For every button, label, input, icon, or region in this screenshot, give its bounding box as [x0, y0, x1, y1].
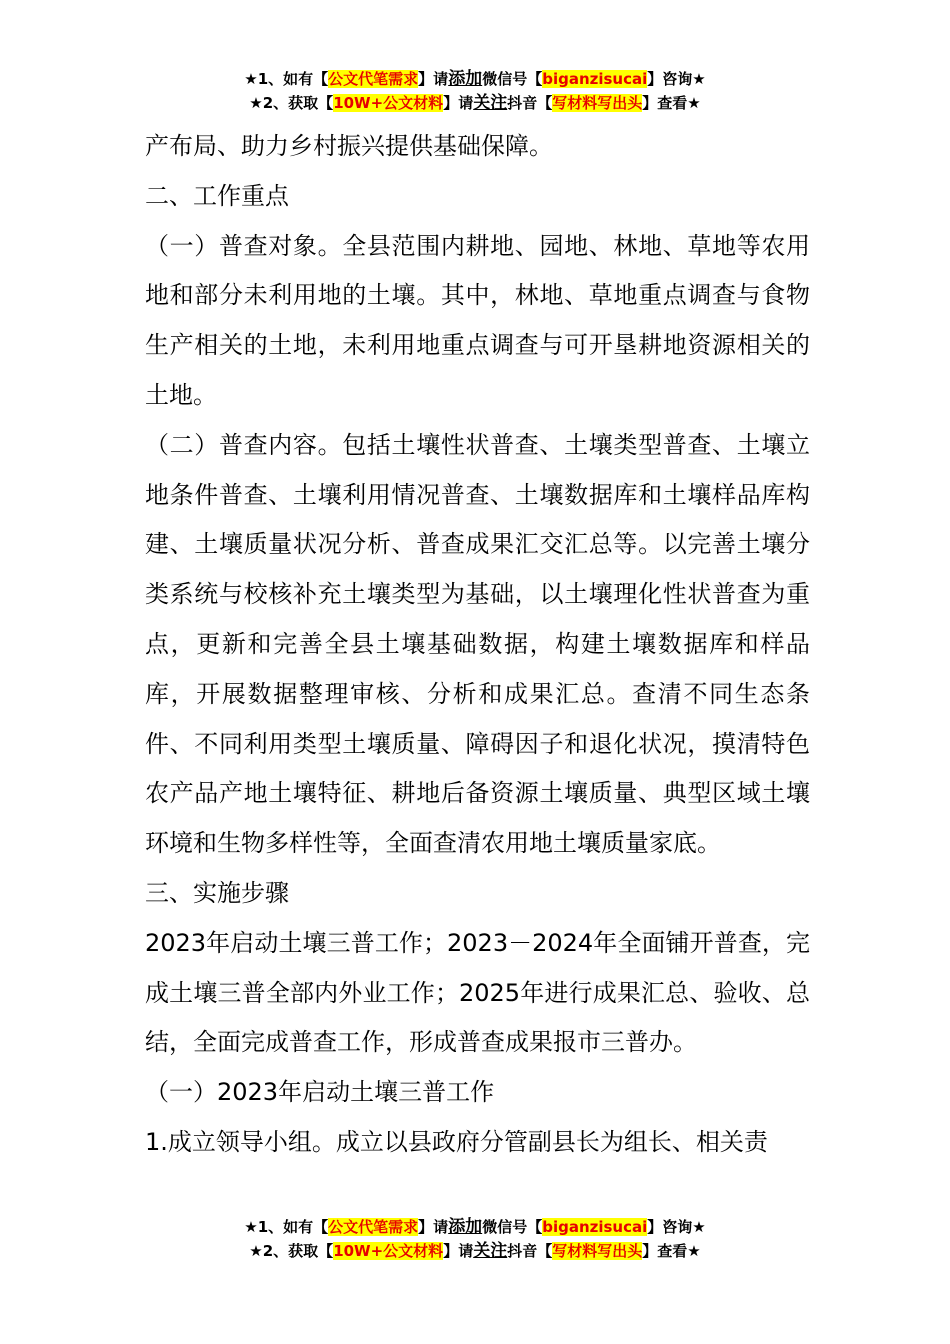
banner-underline: 添加	[448, 69, 483, 89]
douyin-account: 写材料写出头	[552, 94, 643, 112]
banner-text: ★1、如有【	[244, 1218, 329, 1236]
banner-highlight: 公文代笔需求	[328, 70, 419, 88]
banner-line-2	[0, 91, 950, 115]
banner-text: 微信号【	[482, 70, 543, 88]
banner-text: 】咨询★	[647, 70, 706, 88]
banner-text: 】查看★	[642, 1242, 701, 1260]
banner-text: 微信号【	[482, 1218, 543, 1236]
banner-text: ★2、获取【	[249, 94, 334, 112]
banner-text: 】咨询★	[647, 1218, 706, 1236]
section-heading: 二、工作重点	[145, 181, 289, 210]
douyin-account: 写材料写出头	[552, 1242, 643, 1260]
wechat-id: biganzisucai	[542, 70, 648, 88]
paragraph: 1.成立领导小组。成立以县政府分管副县长为组长、相关责	[145, 1127, 768, 1156]
header-banner	[0, 67, 950, 115]
banner-text: ★1、如有【	[244, 70, 329, 88]
banner-text: 】查看★	[642, 94, 701, 112]
footer-banner	[0, 1215, 950, 1263]
paragraph: （二）普查内容。包括土壤性状普查、土壤类型普查、土壤立地条件普查、土壤利用情况普查、土壤数据库和土壤样品库构建、土壤质量状况分析、普查成果汇交汇总等。以完善土壤分类系统与校核补充土壤类型为基础，以土壤理化性状普查为重点，更新和完善全县土壤基础数据，构建土壤数据库和样品库，开展数据整理审核、分析和成果汇总。查清不同生态条件、不同利用类型土壤质量、障碍因子和退化状况，摸清特色农产品产地土壤特征、耕地后备资源土壤质量、典型区域土壤环境和生物多样性等，全面查清农用地土壤质量家底。	[145, 430, 810, 858]
wechat-id: biganzisucai	[542, 1218, 648, 1236]
banner-highlight: 10W+公文材料	[333, 1242, 444, 1260]
paragraph: 2023年启动土壤三普工作；2023－2024年全面铺开普查，完成土壤三普全部内外业工作；2025年进行成果汇总、验收、总结，全面完成普查工作，形成普查成果报市三普办。	[145, 928, 810, 1057]
banner-line-1	[0, 1215, 950, 1239]
banner-text: ★2、获取【	[249, 1242, 334, 1260]
banner-text: 】请	[443, 94, 474, 112]
banner-highlight: 公文代笔需求	[328, 1218, 419, 1236]
banner-text: 】请	[418, 1218, 449, 1236]
banner-highlight: 10W+公文材料	[333, 94, 444, 112]
banner-line-1	[0, 67, 950, 91]
banner-underline: 添加	[448, 1217, 483, 1237]
banner-underline: 关注	[473, 93, 508, 113]
paragraph: （一）普查对象。全县范围内耕地、园地、林地、草地等农用地和部分未利用地的土壤。其中，林地、草地重点调查与食物生产相关的土地，未利用地重点调查与可开垦耕地资源相关的土地。	[145, 231, 810, 409]
section-heading: 三、实施步骤	[145, 878, 289, 907]
banner-text: 】请	[418, 70, 449, 88]
banner-underline: 关注	[473, 1241, 508, 1261]
banner-line-2	[0, 1239, 950, 1263]
subsection-heading: （一）2023年启动土壤三普工作	[145, 1078, 495, 1107]
banner-text: 抖音【	[507, 1242, 553, 1260]
paragraph: 产布局、助力乡村振兴提供基础保障。	[145, 132, 553, 160]
banner-text: 】请	[443, 1242, 474, 1260]
document-body	[145, 122, 810, 1168]
banner-text: 抖音【	[507, 94, 553, 112]
